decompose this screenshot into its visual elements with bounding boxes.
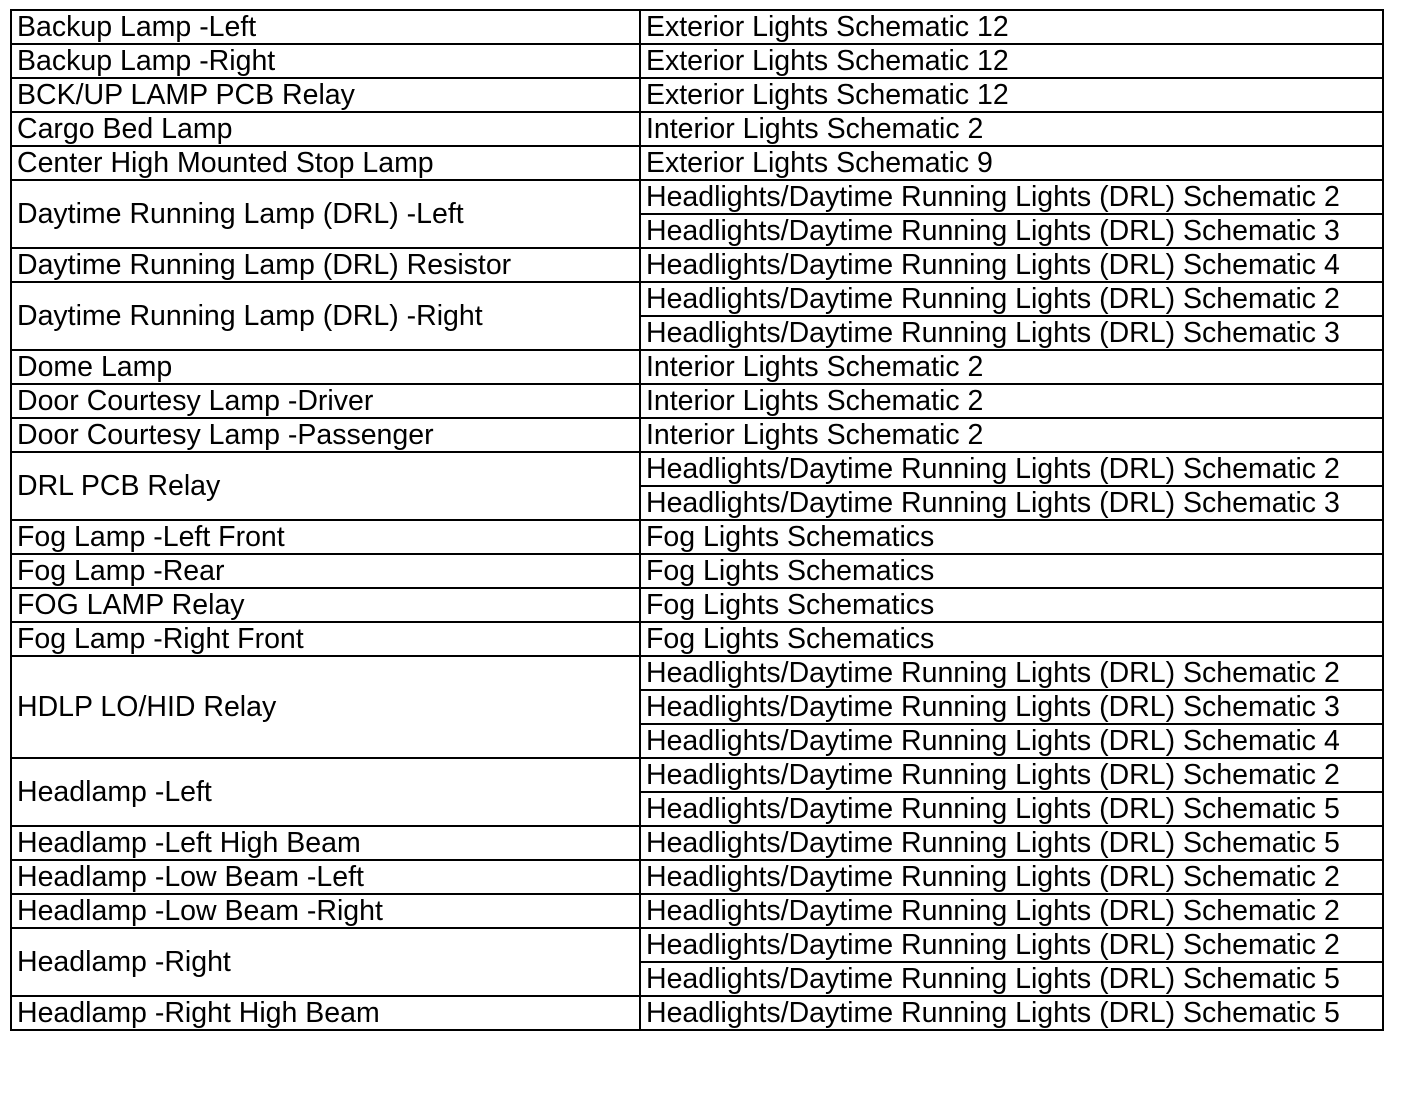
table-row xyxy=(11,554,1383,588)
schematic-reference-cell: Fog Lights Schematics xyxy=(640,520,1383,554)
schematic-reference-cell: Headlights/Daytime Running Lights (DRL) Schematic 2 xyxy=(640,282,1383,316)
schematic-reference-cell: Headlights/Daytime Running Lights (DRL) Schematic 5 xyxy=(640,962,1383,996)
schematic-reference-cell: Exterior Lights Schematic 12 xyxy=(640,78,1383,112)
schematic-reference-cell: Fog Lights Schematics xyxy=(640,554,1383,588)
table-row xyxy=(11,44,1383,78)
component-name-cell: Dome Lamp xyxy=(11,350,640,384)
component-name-cell: Headlamp -Left High Beam xyxy=(11,826,640,860)
component-name-cell: Headlamp -Low Beam -Left xyxy=(11,860,640,894)
schematic-reference-cell: Headlights/Daytime Running Lights (DRL) Schematic 3 xyxy=(640,214,1383,248)
schematic-reference-cell: Headlights/Daytime Running Lights (DRL) Schematic 2 xyxy=(640,180,1383,214)
schematic-reference-cell: Fog Lights Schematics xyxy=(640,588,1383,622)
schematic-reference-cell: Exterior Lights Schematic 12 xyxy=(640,10,1383,44)
table-row xyxy=(11,350,1383,384)
component-name-cell: DRL PCB Relay xyxy=(11,452,640,520)
schematic-reference-cell: Interior Lights Schematic 2 xyxy=(640,384,1383,418)
component-name-cell: Daytime Running Lamp (DRL) Resistor xyxy=(11,248,640,282)
component-name-cell: Backup Lamp -Right xyxy=(11,44,640,78)
component-name-cell: Fog Lamp -Left Front xyxy=(11,520,640,554)
component-name-cell: Daytime Running Lamp (DRL) -Right xyxy=(11,282,640,350)
component-name-cell: BCK/UP LAMP PCB Relay xyxy=(11,78,640,112)
table-row xyxy=(11,894,1383,928)
schematic-reference-cell: Exterior Lights Schematic 12 xyxy=(640,44,1383,78)
schematic-reference-cell: Headlights/Daytime Running Lights (DRL) Schematic 3 xyxy=(640,316,1383,350)
component-index-table xyxy=(10,9,1384,1031)
schematic-reference-cell: Headlights/Daytime Running Lights (DRL) Schematic 2 xyxy=(640,656,1383,690)
component-name-cell: Fog Lamp -Right Front xyxy=(11,622,640,656)
table-row xyxy=(11,180,1383,214)
table-row xyxy=(11,860,1383,894)
schematic-reference-cell: Headlights/Daytime Running Lights (DRL) Schematic 4 xyxy=(640,724,1383,758)
table-row xyxy=(11,588,1383,622)
schematic-reference-cell: Headlights/Daytime Running Lights (DRL) Schematic 2 xyxy=(640,452,1383,486)
table-row xyxy=(11,520,1383,554)
schematic-reference-cell: Headlights/Daytime Running Lights (DRL) Schematic 2 xyxy=(640,894,1383,928)
table-row xyxy=(11,146,1383,180)
table-row xyxy=(11,418,1383,452)
table-row xyxy=(11,384,1383,418)
component-name-cell: FOG LAMP Relay xyxy=(11,588,640,622)
component-name-cell: Center High Mounted Stop Lamp xyxy=(11,146,640,180)
table-row xyxy=(11,996,1383,1030)
schematic-reference-cell: Headlights/Daytime Running Lights (DRL) Schematic 2 xyxy=(640,928,1383,962)
schematic-reference-cell: Headlights/Daytime Running Lights (DRL) Schematic 2 xyxy=(640,758,1383,792)
schematic-reference-cell: Headlights/Daytime Running Lights (DRL) Schematic 3 xyxy=(640,486,1383,520)
schematic-reference-cell: Interior Lights Schematic 2 xyxy=(640,112,1383,146)
table-row xyxy=(11,656,1383,690)
table-row xyxy=(11,112,1383,146)
table-row xyxy=(11,78,1383,112)
table-row xyxy=(11,758,1383,792)
component-name-cell: Fog Lamp -Rear xyxy=(11,554,640,588)
component-index-body xyxy=(11,10,1383,1030)
component-name-cell: Headlamp -Right High Beam xyxy=(11,996,640,1030)
component-name-cell: Headlamp -Right xyxy=(11,928,640,996)
component-name-cell: Door Courtesy Lamp -Driver xyxy=(11,384,640,418)
schematic-reference-cell: Fog Lights Schematics xyxy=(640,622,1383,656)
component-name-cell: HDLP LO/HID Relay xyxy=(11,656,640,758)
component-name-cell: Headlamp -Low Beam -Right xyxy=(11,894,640,928)
table-row xyxy=(11,282,1383,316)
component-name-cell: Cargo Bed Lamp xyxy=(11,112,640,146)
component-name-cell: Daytime Running Lamp (DRL) -Left xyxy=(11,180,640,248)
schematic-reference-cell: Exterior Lights Schematic 9 xyxy=(640,146,1383,180)
schematic-reference-cell: Headlights/Daytime Running Lights (DRL) Schematic 5 xyxy=(640,996,1383,1030)
schematic-reference-cell: Headlights/Daytime Running Lights (DRL) Schematic 5 xyxy=(640,792,1383,826)
schematic-reference-cell: Headlights/Daytime Running Lights (DRL) Schematic 4 xyxy=(640,248,1383,282)
table-row xyxy=(11,826,1383,860)
table-row xyxy=(11,622,1383,656)
schematic-reference-cell: Headlights/Daytime Running Lights (DRL) Schematic 2 xyxy=(640,860,1383,894)
table-row xyxy=(11,248,1383,282)
table-row xyxy=(11,452,1383,486)
schematic-reference-cell: Headlights/Daytime Running Lights (DRL) Schematic 5 xyxy=(640,826,1383,860)
schematic-reference-cell: Interior Lights Schematic 2 xyxy=(640,350,1383,384)
schematic-reference-cell: Headlights/Daytime Running Lights (DRL) Schematic 3 xyxy=(640,690,1383,724)
table-row xyxy=(11,928,1383,962)
component-name-cell: Door Courtesy Lamp -Passenger xyxy=(11,418,640,452)
component-name-cell: Headlamp -Left xyxy=(11,758,640,826)
component-name-cell: Backup Lamp -Left xyxy=(11,10,640,44)
schematic-reference-cell: Interior Lights Schematic 2 xyxy=(640,418,1383,452)
table-row xyxy=(11,10,1383,44)
